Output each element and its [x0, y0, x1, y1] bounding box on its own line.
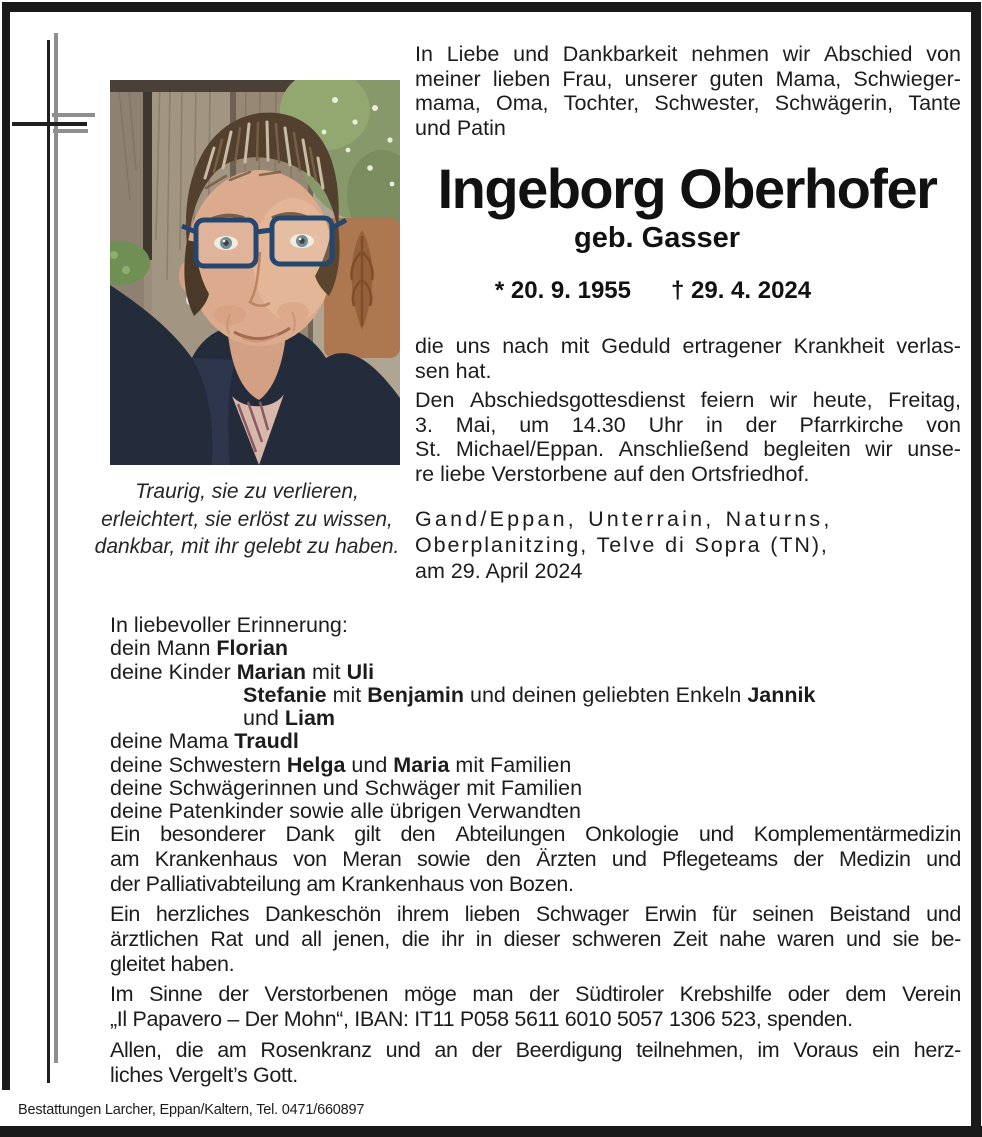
- memorial-line-sisters: deine Schwestern Helga und Maria mit Familien: [110, 752, 572, 777]
- cross-vertical-gray-line: [54, 33, 58, 1063]
- photo-caption: Traurig, sie zu verlieren, erleichtert, sie erlöst zu wissen, dankbar, mit ihr gelebt zu haben.: [94, 480, 400, 558]
- deceased-name: Ingeborg Oberhofer: [437, 157, 937, 220]
- memorial-line-husband: dein Mann Florian: [110, 636, 289, 661]
- illness-paragraph: die uns nach mit Geduld ertragener Krankheit verlas- sen hat.: [415, 334, 961, 383]
- cross-vertical-black-line: [47, 40, 50, 1083]
- death-date: † 29. 4. 2024: [671, 277, 812, 304]
- portrait-photo: [110, 80, 400, 465]
- frame-right: [971, 2, 981, 1128]
- memorial-line-children: deine Kinder Marian mit Uli: [110, 659, 375, 684]
- funeral-home-credit: Bestattungen Larcher, Eppan/Kaltern, Tel. 0471/660897: [18, 1102, 365, 1118]
- maiden-name: geb. Gasser: [573, 222, 741, 254]
- donation-paragraph: Im Sinne der Verstorbenen möge man der Südtiroler Krebshilfe oder dem Verein „Il Papavero – Der Mohn“, IBAN: IT11 P058 5611 6010 5057 1306 523, spenden.: [110, 982, 961, 1031]
- cross-horizontal-gray-lower-line: [53, 129, 88, 133]
- frame-bottom: [0, 1126, 982, 1137]
- memorial-list: [110, 614, 830, 824]
- frame-left: [2, 2, 10, 1090]
- memorial-line-godchildren: deine Patenkinder sowie alle übrigen Verwandten: [110, 799, 581, 824]
- memorial-line-children2: Stefanie mit Benjamin und deinen geliebten Enkeln Jannik und Liam: [243, 682, 816, 731]
- farewell-paragraph: Allen, die am Rosenkranz und an der Beerdigung teilnehmen, im Voraus ein herz- liches Vergelt’s Gott.: [110, 1038, 961, 1087]
- thanks-erwin-paragraph: Ein herzliches Dankeschön ihrem lieben Schwager Erwin für seinen Beistand und ärztlichen Rat und all jenen, die ihr in dieser schweren Zeit nahe waren und sie be- gleitet haben.: [110, 902, 961, 976]
- intro-paragraph: In Liebe und Dankbarkeit nehmen wir Abschied von meiner lieben Frau, unserer guten Mama, Schwieger- mama, Oma, Tochter, Schwester, Schwägerin, Tante und Patin: [415, 42, 961, 141]
- memorial-line-inlaws: deine Schwägerinnen und Schwäger mit Familien: [110, 776, 583, 801]
- memorial-line-mother: deine Mama Traudl: [110, 729, 299, 754]
- memorial-heading: In liebevoller Erinnerung:: [110, 613, 348, 637]
- life-dates: [379, 277, 927, 305]
- frame-top: [2, 2, 980, 12]
- thanks-hospital-paragraph: Ein besonderer Dank gilt den Abteilungen Onkologie und Komplementärmedizin am Krankenhaus von Meran sowie den Ärzten und Pflegeteams der Medizin und der Palliativabteilung am Krankenhaus von Bozen.: [110, 822, 961, 896]
- service-paragraph: Den Abschiedsgottesdienst feiern wir heute, Freitag, 3. Mai, um 14.30 Uhr in der Pfarrkirche von St. Michael/Eppan. Anschließend begleiten wir unse- re liebe Verstorbene auf den Ortsfriedhof.: [415, 388, 961, 487]
- birth-date: * 20. 9. 1955: [494, 277, 631, 304]
- cross-horizontal-gray-upper-line: [52, 113, 95, 117]
- places-paragraph: Gand/Eppan, Unterrain, Naturns, Oberplanitzing, Telve di Sopra (TN), am 29. April 2024: [415, 507, 833, 583]
- cross-horizontal-black-line: [12, 122, 87, 126]
